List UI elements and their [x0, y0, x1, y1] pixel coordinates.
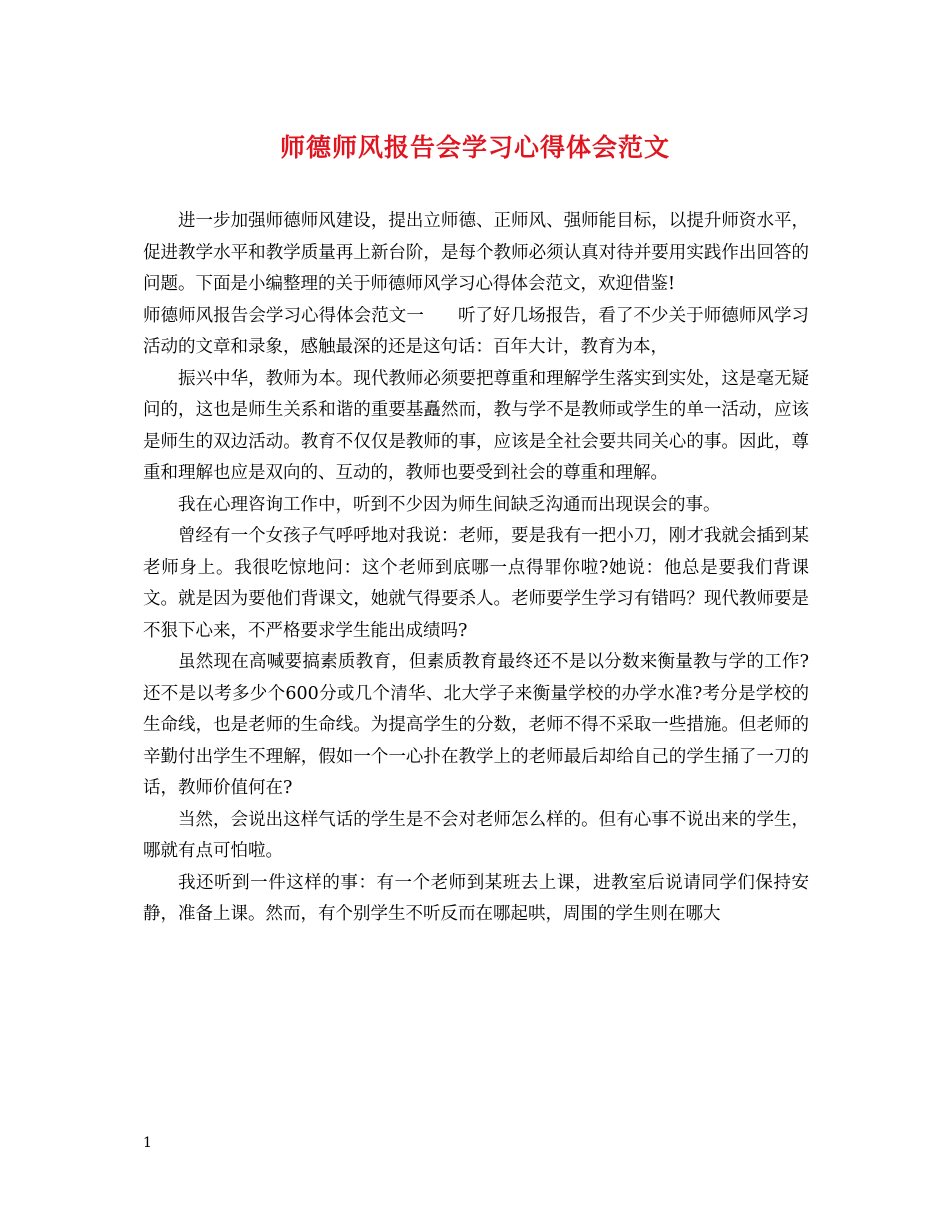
- body-paragraph: 振兴中华，教师为本。现代教师必须要把尊重和理解学生落实到实处，这是毫无疑问的，这也是师生关系和谐的重要基矗然而，教与学不是教师或学生的单一活动，应该是师生的双边活动。教育不仅仅是教师的事，应该是全社会要共同关心的事。因此，尊重和理解也应是双向的、互动的，教师也要受到社会的尊重和理解。: [143, 368, 809, 483]
- body-paragraph: 我还听到一件这样的事：有一个老师到某班去上课，进教室后说请同学们保持安静，准备上课。然而，有个别学生不听反而在哪起哄，周围的学生则在哪大: [143, 872, 809, 924]
- page-number: 1: [143, 1135, 152, 1151]
- document-body: [143, 206, 809, 931]
- body-paragraph: 当然，会说出这样气话的学生是不会对老师怎么样的。但有心事不说出来的学生，哪就有点可怕啦。: [143, 809, 809, 861]
- section-opening-text: 听了好几场报告，看了不少关于师德师风学习活动的文章和录象，感触最深的还是这句话：百年大计，教育为本，: [143, 305, 810, 357]
- document-title: 师德师风报告会学习心得体会范文: [279, 133, 670, 162]
- section-heading: 师德师风报告会学习心得体会范文一: [143, 305, 424, 326]
- body-paragraph: 曾经有一个女孩子气呼呼地对我说：老师，要是我有一把小刀，刚才我就会插到某老师身上。我很吃惊地问：这个老师到底哪一点得罪你啦?她说：他总是要我们背课文。就是因为要他们背课文，她就气得要杀人。老师要学生学习有错吗？现代教师要是不狠下心来，不严格要求学生能出成绩吗?: [143, 526, 809, 641]
- body-paragraph: 虽然现在高喊要搞素质教育，但素质教育最终还不是以分数来衡量教与学的工作?还不是以考多少个600分或几个清华、北大学子来衡量学校的办学水准?考分是学校的生命线，也是老师的生命线。为提高学生的分数，老师不得不采取一些措施。但老师的辛勤付出学生不理解，假如一个一心扑在教学上的老师最后却给自己的学生捅了一刀的话，教师价值何在?: [143, 652, 809, 798]
- intro-paragraph: 进一步加强师德师风建设，提出立师德、正师风、强师能目标，以提升师资水平，促进教学水平和教学质量再上新台阶，是每个教师必须认真对待并要用实践作出回答的问题。下面是小编整理的关于师德师风学习心得体会范文，欢迎借鉴!: [143, 211, 809, 294]
- section-paragraph: [143, 301, 809, 364]
- body-paragraph: 我在心理咨询工作中，听到不少因为师生间缺乏沟通而出现误会的事。: [178, 494, 721, 515]
